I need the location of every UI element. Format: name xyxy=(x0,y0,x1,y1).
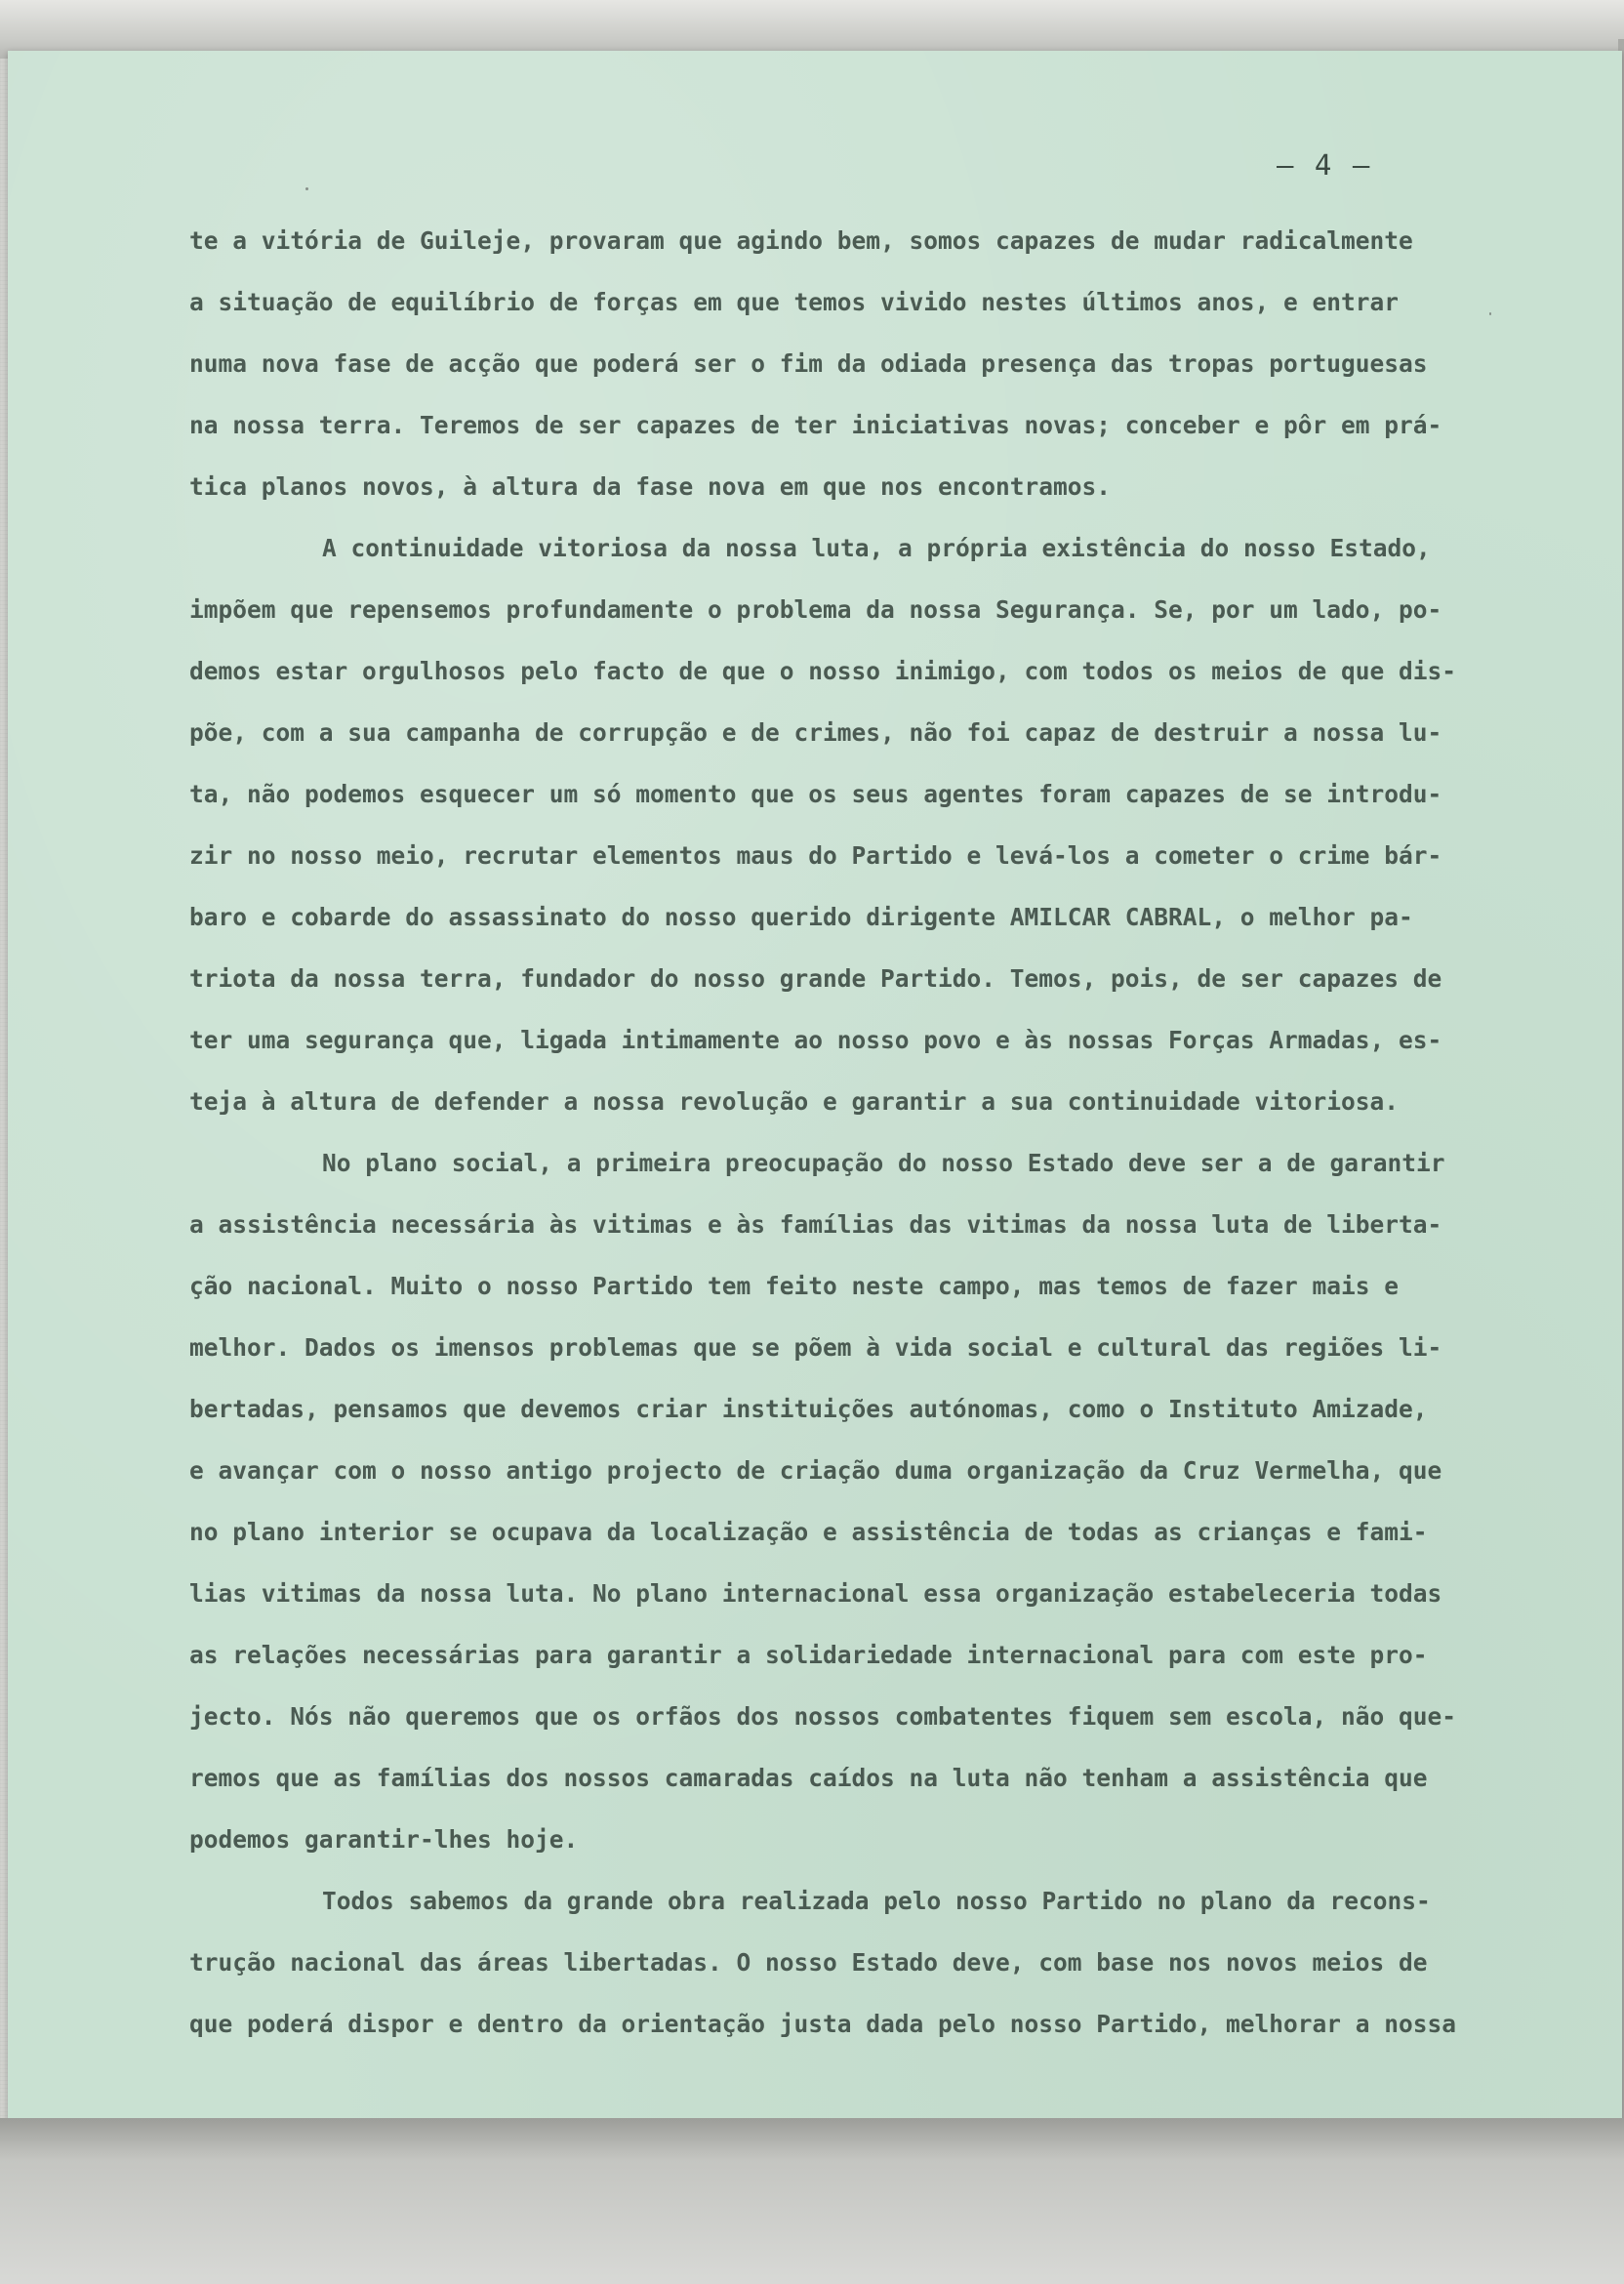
text-line: A continuidade vitoriosa da nossa luta, a própria existência do nosso Estado, xyxy=(322,534,1431,562)
text-line: a assistência necessária às vitimas e às famílias das vitimas da nossa luta de liberta- xyxy=(189,1210,1442,1239)
scan-bottom-border xyxy=(0,2118,1624,2284)
document-page xyxy=(8,51,1622,2126)
scan-top-border xyxy=(0,0,1624,59)
document-body xyxy=(189,210,1624,2055)
text-line: triota da nossa terra, fundador do nosso grande Partido. Temos, pois, de ser capazes de xyxy=(189,964,1442,993)
text-line: ter uma segurança que, ligada intimamente ao nosso povo e às nossas Forças Armadas, es- xyxy=(189,1026,1442,1054)
text-line: zir no nosso meio, recrutar elementos maus do Partido e levá-los a cometer o crime bár- xyxy=(189,841,1442,870)
text-line: trução nacional das áreas libertadas. O nosso Estado deve, com base nos novos meios de xyxy=(189,1948,1428,1977)
text-line: bertadas, pensamos que devemos criar instituições autónomas, como o Instituto Amizade, xyxy=(189,1395,1428,1423)
text-line: remos que as famílias dos nossos camaradas caídos na luta não tenham a assistência que xyxy=(189,1764,1428,1792)
text-line: demos estar orgulhosos pelo facto de que o nosso inimigo, com todos os meios de que dis- xyxy=(189,657,1457,685)
text-line: a situação de equilíbrio de forças em que temos vivido nestes últimos anos, e entrar xyxy=(189,288,1400,316)
text-line: tica planos novos, à altura da fase nova em que nos encontramos. xyxy=(189,472,1112,501)
text-line: numa nova fase de acção que poderá ser o fim da odiada presença das tropas portuguesas xyxy=(189,349,1428,378)
text-line: melhor. Dados os imensos problemas que se põem à vida social e cultural das regiões li- xyxy=(189,1333,1442,1362)
text-line: impõem que repensemos profundamente o problema da nossa Segurança. Se, por um lado, po- xyxy=(189,595,1442,624)
text-line: põe, com a sua campanha de corrupção e de crimes, não foi capaz de destruir a nossa lu- xyxy=(189,718,1442,747)
text-line: te a vitória de Guileje, provaram que agindo bem, somos capazes de mudar radicalmente xyxy=(189,226,1413,255)
text-line: e avançar com o nosso antigo projecto de criação duma organização da Cruz Vermelha, que xyxy=(189,1456,1442,1485)
text-line: podemos garantir-lhes hoje. xyxy=(189,1825,579,1854)
text-line: lias vitimas da nossa luta. No plano internacional essa organização estabeleceria todas xyxy=(189,1579,1442,1608)
text-line: as relações necessárias para garantir a solidariedade internacional para com este pro- xyxy=(189,1641,1428,1669)
text-line: Todos sabemos da grande obra realizada pelo nosso Partido no plano da recons- xyxy=(322,1887,1431,1915)
ink-speck xyxy=(305,187,308,190)
text-line: jecto. Nós não queremos que os orfãos dos nossos combatentes fiquem sem escola, não que- xyxy=(189,1702,1457,1731)
text-line: no plano interior se ocupava da localização e assistência de todas as crianças e fami- xyxy=(189,1518,1428,1546)
text-line: No plano social, a primeira preocupação do nosso Estado deve ser a de garantir xyxy=(322,1149,1445,1177)
text-line: que poderá dispor e dentro da orientação justa dada pelo nosso Partido, melhorar a nossa xyxy=(189,2010,1457,2038)
text-line: na nossa terra. Teremos de ser capazes de ter iniciativas novas; conceber e pôr em prá- xyxy=(189,411,1442,439)
ink-speck xyxy=(1489,312,1491,315)
text-line: baro e cobarde do assassinato do nosso querido dirigente AMILCAR CABRAL, o melhor pa- xyxy=(189,903,1413,931)
text-line: ta, não podemos esquecer um só momento que os seus agentes foram capazes de se introdu- xyxy=(189,780,1442,808)
text-line: ção nacional. Muito o nosso Partido tem feito neste campo, mas temos de fazer mais e xyxy=(189,1272,1400,1300)
text-line: teja à altura de defender a nossa revolução e garantir a sua continuidade vitoriosa. xyxy=(189,1087,1400,1116)
page-number: – 4 – xyxy=(1277,148,1372,182)
